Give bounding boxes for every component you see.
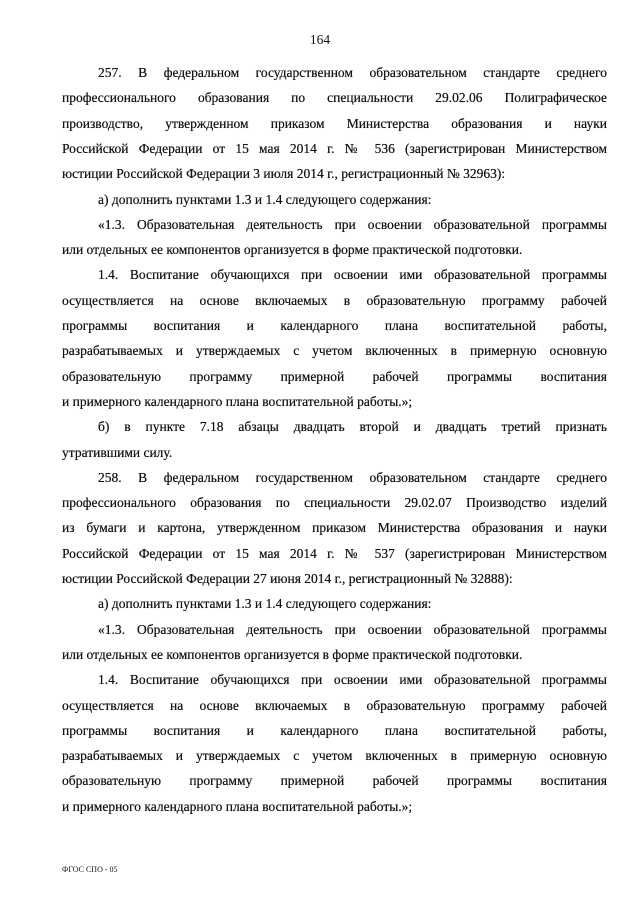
paragraph-5-line: б) в пункте 7.18 абзацы двадцать второй и двадцать третий признать [98, 419, 607, 435]
paragraph-1-line: юстиции Российской Федерации 3 июля 2014 г., регистрационный № 32963): [62, 166, 506, 182]
paragraph-8-line: «1.3. Образовательная деятельность при освоении образовательной программы [98, 621, 607, 637]
paragraph-9-line: 1.4. Воспитание обучающихся при освоении ими образовательной программы [98, 672, 607, 688]
paragraph-4-line: осуществляется на основе включаемых в образовательную программу рабочей [62, 292, 607, 308]
paragraph-7-line: а) дополнить пунктами 1.3 и 1.4 следующего содержания: [98, 596, 432, 612]
paragraph-4-line: образовательную программу примерной рабочей программы воспитания [62, 368, 607, 384]
paragraph-9-line: образовательную программу примерной рабочей программы воспитания [62, 773, 607, 789]
paragraph-6-line: профессионального образования по специальности 29.02.07 Производство изделий [62, 495, 607, 511]
paragraph-9-line: осуществляется на основе включаемых в образовательную программу рабочей [62, 697, 607, 713]
paragraph-1-line: производство, утвержденном приказом Министерства образования и науки [62, 115, 607, 131]
paragraph-9-line: программы воспитания и календарного плана воспитательной работы, [62, 722, 607, 738]
paragraph-6-line: из бумаги и картона, утвержденном приказом Министерства образования и науки [62, 520, 607, 536]
paragraph-8-line: или отдельных ее компонентов организуется в форме практической подготовки. [62, 646, 523, 662]
paragraph-4-line: 1.4. Воспитание обучающихся при освоении ими образовательной программы [98, 267, 607, 283]
paragraph-4-line: программы воспитания и календарного плана воспитательной работы, [62, 318, 607, 333]
paragraph-1-line: Российской Федерации от 15 мая 2014 г. № 536 (зарегистрирован Министерством [62, 140, 607, 156]
paragraph-6-line: 258. В федеральном государственном образовательном стандарте среднего [98, 469, 607, 485]
paragraph-9-line: и примерного календарного плана воспитательной работы.»; [62, 798, 413, 814]
paragraph-3-line: «1.3. Образовательная деятельность при освоении образовательной программы [98, 216, 607, 232]
paragraph-1-line: 257. В федеральном государственном образовательном стандарте среднего [98, 65, 607, 80]
footer-code: ФГОС СПО - 05 [62, 865, 118, 874]
paragraph-6-line: юстиции Российской Федерации 27 июня 2014 г., регистрационный № 32888): [62, 571, 513, 586]
paragraph-9-line: разрабатываемых и утверждаемых с учетом включенных в примерную основную [62, 748, 607, 764]
paragraph-4-line: и примерного календарного плана воспитательной работы.»; [62, 393, 413, 409]
paragraph-1-line: профессионального образования по специальности 29.02.06 Полиграфическое [62, 90, 607, 106]
paragraph-6-line: Российской Федерации от 15 мая 2014 г. № 537 (зарегистрирован Министерством [62, 545, 607, 561]
page-number: 164 [309, 32, 331, 47]
paragraph-3-line: или отдельных ее компонентов организуется в форме практической подготовки. [62, 242, 523, 258]
paragraph-4-line: разрабатываемых и утверждаемых с учетом включенных в примерную основную [62, 343, 607, 359]
paragraph-5-line: утратившими силу. [62, 444, 173, 460]
paragraph-2-line: а) дополнить пунктами 1.3 и 1.4 следующего содержания: [98, 191, 432, 207]
